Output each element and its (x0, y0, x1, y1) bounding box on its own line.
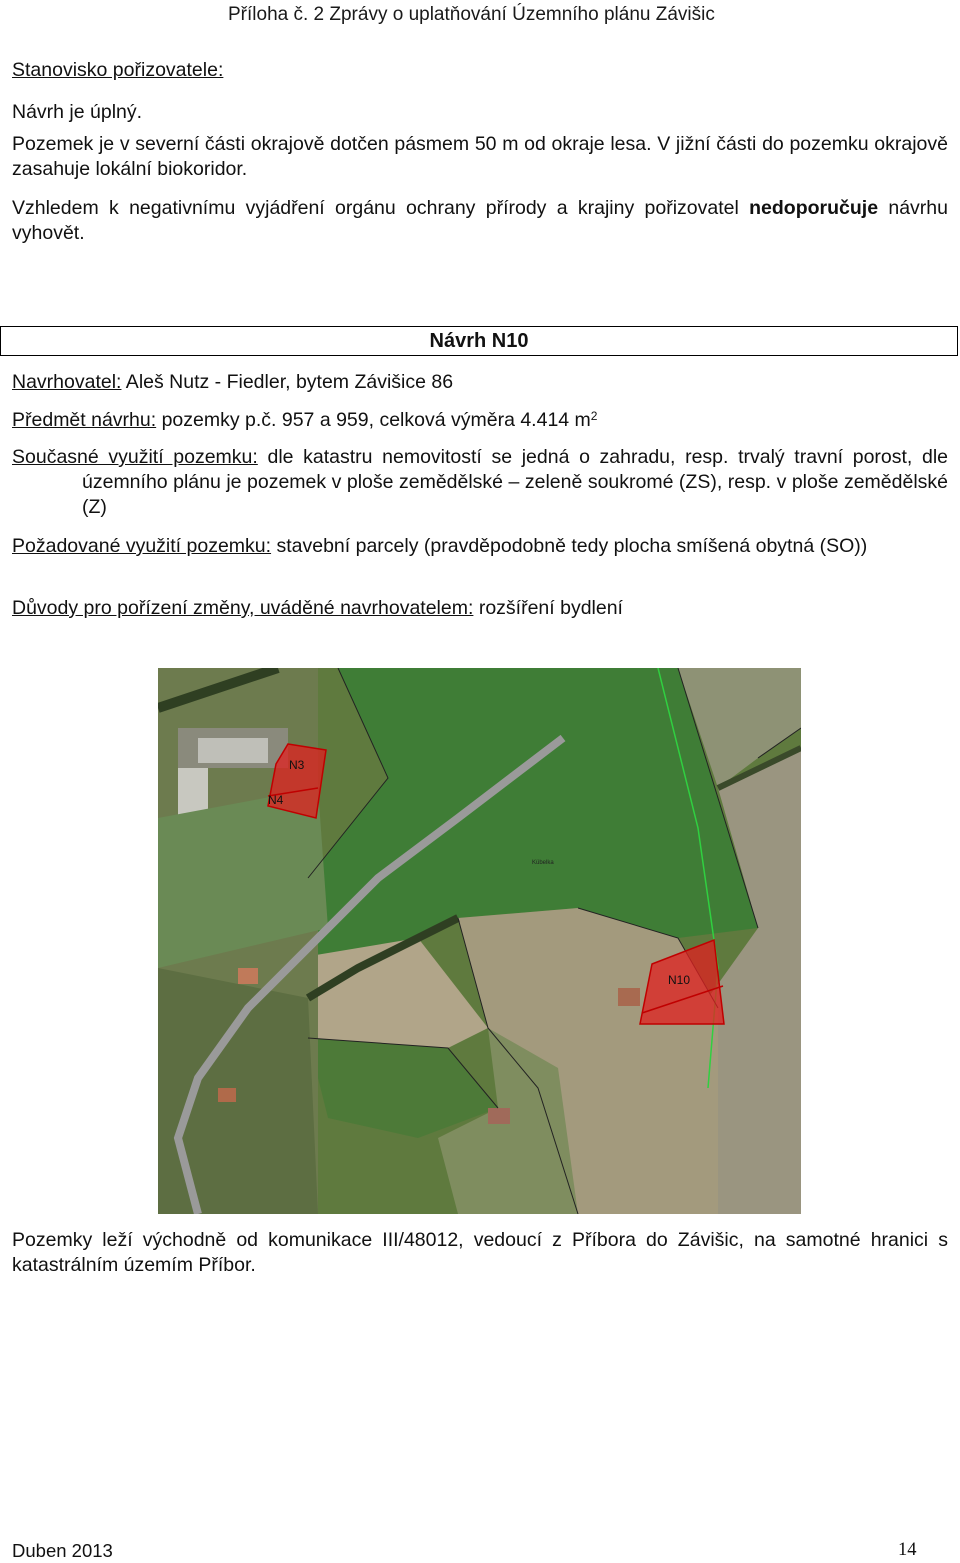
stanovisko-line2: Pozemek je v severní části okrajově dotčen pásmem 50 m od okraje lesa. V jižní části do pozemku okrajově zasahuje lokální biokoridor. (12, 133, 948, 180)
pozadovane-line: Požadované využití pozemku: stavební parcely (pravděpodobně tedy plocha smíšená obytná (SO)) (12, 535, 868, 557)
duvody-line: Důvody pro pořízení změny, uváděné navrhovatelem: rozšíření bydlení (12, 597, 623, 619)
conclusion-paragraph: Pozemky leží východně od komunikace III/48012, vedoucí z Příbora do Závišic, na samotné hranici s katastrálním územím Příbor. (12, 1229, 948, 1276)
place-label: Kübelka (532, 860, 554, 866)
predmet-line: Předmět návrhu: pozemky p.č. 957 a 959, celková výměra 4.414 $m^2$ (12, 409, 598, 431)
running-header: Příloha č. 2 Zprávy o uplatňování Územního plánu Závišic (228, 4, 715, 25)
stanovisko-line1: Návrh je úplný. (12, 101, 143, 123)
proposal-title-box (0, 326, 958, 356)
parcel-label-n10: N10 (668, 973, 691, 987)
stanovisko-line3: Vzhledem k negativnímu vyjádření orgánu ochrany přírody a krajiny pořizovatel nedoporučuje návrhu vyhovět. (12, 197, 948, 244)
page-number: 14 (898, 1540, 917, 1560)
parcel-label-n4: N4 (268, 793, 284, 807)
soucasne-line: Současné využití pozemku: dle katastru nemovitostí se jedná o zahradu, resp. trvalý travní porost, dle územního plánu je pozemek v ploše zemědělské – zeleně soukromé (ZS), resp. v ploše zemědělské (Z) (12, 446, 948, 518)
stanovisko-heading: Stanovisko pořizovatele: (12, 59, 224, 81)
recommendation-verdict: nedoporučuje (749, 197, 879, 219)
proposal-title: Návrh N10 (429, 330, 529, 352)
footer-date: Duben 2013 (12, 1540, 113, 1561)
orthophoto-map (158, 668, 801, 1214)
parcel-label-n3: N3 (289, 758, 305, 772)
navrhovatel-line: Navrhovatel: Aleš Nutz - Fiedler, bytem Závišice 86 (12, 371, 454, 393)
